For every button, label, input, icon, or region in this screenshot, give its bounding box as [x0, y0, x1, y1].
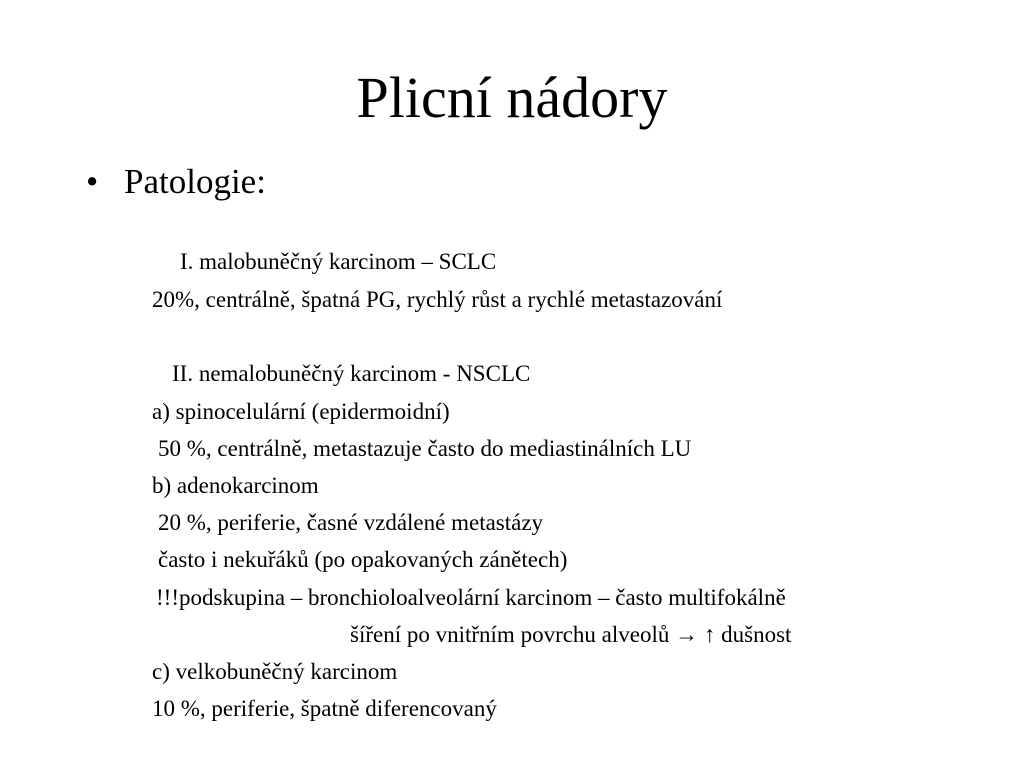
line-sclc-heading: I. malobuněčný karcinom – SCLC — [180, 249, 497, 274]
line-nonsmokers: často i nekuřáků (po opakovaných zánětech) — [158, 547, 568, 572]
line-adenocarcinoma-details: 20 %, periferie, časné vzdálené metastázy — [158, 510, 544, 535]
line-large-cell: c) velkobuněčný karcinom — [152, 659, 398, 684]
bullet-patologie — [86, 160, 266, 204]
bullet-marker: • — [86, 162, 99, 201]
line-subgroup: !!!podskupina – bronchioloalveolární karcinom – často multifokálně — [156, 585, 786, 610]
slide-title: Plicní nádory — [356, 65, 668, 130]
line-nsclc-heading: II. nemalobuněčný karcinom - NSCLC — [172, 361, 531, 386]
line-sclc-details: 20%, centrálně, špatná PG, rychlý růst a rychlé metastazování — [152, 287, 723, 312]
line-spinocellular-details: 50 %, centrálně, metastazuje často do mediastinálních LU — [158, 436, 692, 461]
line-large-cell-details: 10 %, periferie, špatně diferencovaný — [152, 696, 497, 721]
line-spinocellular: a) spinocelulární (epidermoidní) — [152, 399, 450, 424]
line-adenocarcinoma: b) adenokarcinom — [152, 473, 319, 498]
bullet-text: Patologie: — [124, 162, 266, 201]
line-spread: šíření po vnitřním povrchu alveolů → ↑ dušnost — [350, 622, 792, 647]
